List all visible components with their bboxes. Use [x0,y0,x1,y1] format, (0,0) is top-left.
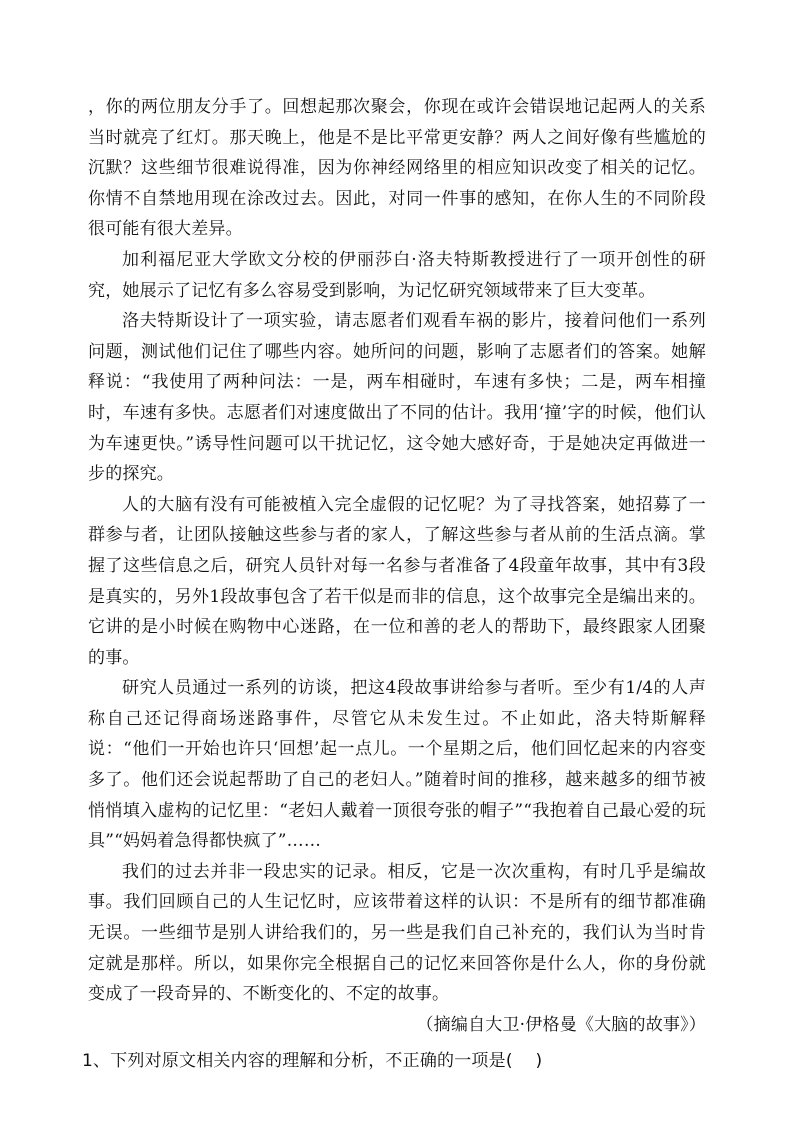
paragraph-6: 我们的过去并非一段忠实的记录。相反，它是一次次重构，有时几乎是编故事。我们回顾自己的人生记忆时，应该带着这样的认识：不是所有的细节都准确无误。一些细节是别人讲给我们的，另一些是我们自己补充的，我们认为当时肯定就是那样。所以，如果你完全根据自己的记忆来回答你是什么人，你的身份就变成了一段奇异的、不断变化的、不定的故事。 [88,861,706,1005]
paragraph-5: 研究人员通过一系列的访谈，把这4段故事讲给参与者听。至少有1/4的人声称自己还记得商场迷路事件，尽管它从未发生过。不止如此，洛夫特斯解释说：“他们一开始也许只‘回想’起一点儿。一个星期之后，他们回忆起来的内容变多了。他们还会说起帮助了自己的老妇人。”随着时间的推移，越来越多的细节被悄悄填入虚构的记忆里：“老妇人戴着一顶很夸张的帽子”“我抱着自己最心爱的玩具”“妈妈着急得都快疯了”…… [88,678,706,852]
article-body [82,92,706,1076]
paragraph-3: 洛夫特斯设计了一项实验，请志愿者们观看车祸的影片，接着问他们一系列问题，测试他们记住了哪些内容。她所问的问题，影响了志愿者们的答案。她解释说：“我使用了两种问法：一是，两车相碰时，车速有多快；二是，两车相撞时，车速有多快。志愿者们对速度做出了不同的估计。我用‘撞’字的时候，他们认为车速更快。”诱导性问题可以干扰记忆，这令她大感好奇，于是她决定再做进一步的探究。 [88,311,706,485]
source-citation: （摘编自大卫·伊格曼《大脑的故事》） [416,1014,706,1035]
paragraph-4: 人的大脑有没有可能被植入完全虚假的记忆呢？为了寻找答案，她招募了一群参与者，让团队接触这些参与者的家人，了解这些参与者从前的生活点滴。掌握了这些信息之后，研究人员针对每一名参与者准备了4段童年故事，其中有3段是真实的，另外1段故事包含了若干似是而非的信息，这个故事完全是编出来的。它讲的是小时候在购物中心迷路，在一位和善的老人的帮助下，最终跟家人团聚的事。 [88,494,706,668]
paragraph-1: ，你的两位朋友分手了。回想起那次聚会，你现在或许会错误地记起两人的关系当时就亮了红灯。那天晚上，他是不是比平常更安静？两人之间好像有些尴尬的沉默？这些细节很难说得准，因为你神经网络里的相应知识改变了相关的记忆。你情不自禁地用现在涂改过去。因此，对同一件事的感知，在你人生的不同阶段很可能有很大差异。 [88,97,706,240]
paragraph-2: 加利福尼亚大学欧文分校的伊丽莎白·洛夫特斯教授进行了一项开创性的研究，她展示了记忆有多么容易受到影响，为记忆研究领域带来了巨大变革。 [88,249,706,301]
question-1: 1、下列对原文相关内容的理解和分析，不正确的一项是( ) [82,1051,543,1072]
